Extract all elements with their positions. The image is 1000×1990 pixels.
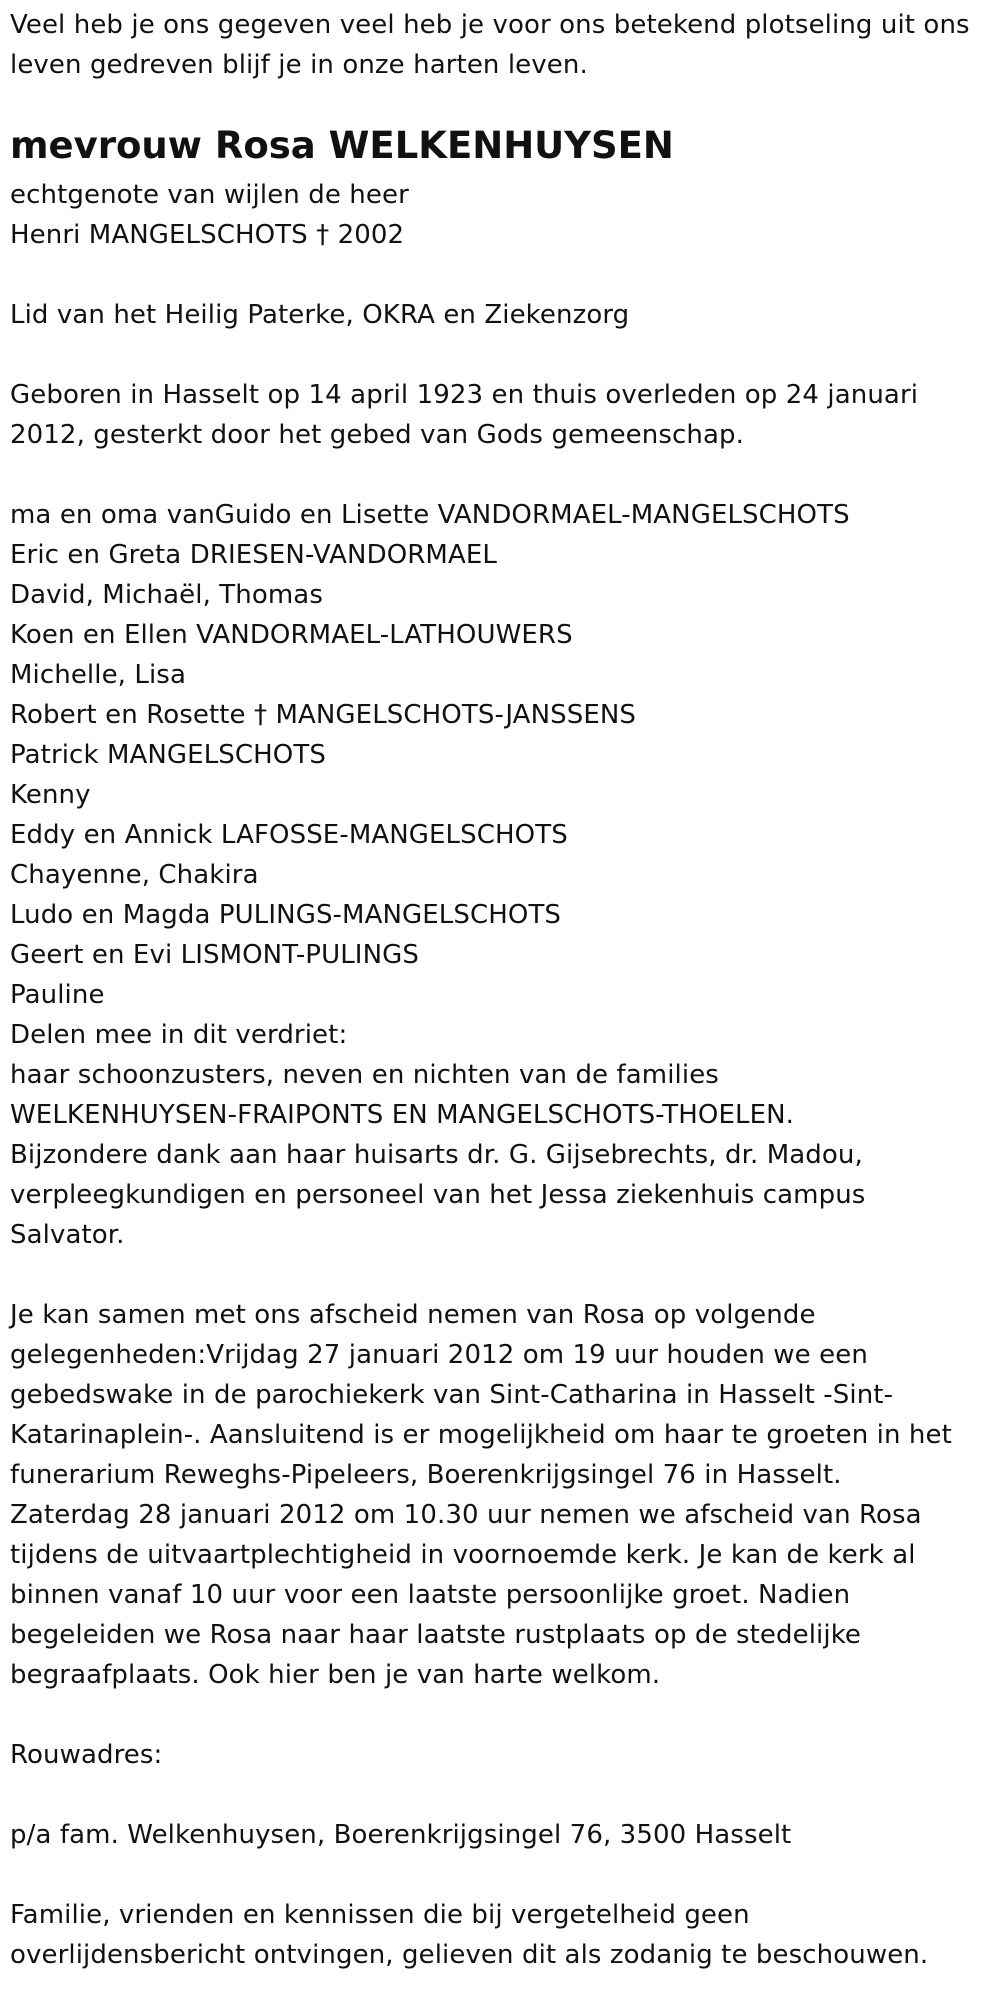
family-line: Salvator. [10,1220,125,1250]
closing-line: overlijdensbericht ontvingen, gelieven dit als zodanig te beschouwen. [10,1940,929,1970]
family-line: Bijzondere dank aan haar huisarts dr. G. Gijsebrechts, dr. Madou, [10,1140,863,1170]
family-line: Kenny [10,780,91,810]
ceremony-line: begeleiden we Rosa naar haar laatste rustplaats op de stedelijke [10,1620,862,1650]
ceremony-line: gelegenheden:Vrijdag 27 januari 2012 om 19 uur houden we een [10,1340,868,1370]
closing-line: Familie, vrienden en kennissen die bij vergetelheid geen [10,1900,750,1930]
intro-line: Veel heb je ons gegeven veel heb je voor ons betekend plotseling uit ons [10,10,970,40]
ceremony-line: Je kan samen met ons afscheid nemen van Rosa op volgende [10,1300,816,1330]
ceremony-line: begraafplaats. Ook hier ben je van harte welkom. [10,1660,661,1690]
birth-death-line: 2012, gesterkt door het gebed van Gods gemeenschap. [10,420,744,450]
membership-text: Lid van het Heilig Paterke, OKRA en Ziekenzorg [10,300,630,330]
family-line: Chayenne, Chakira [10,860,259,890]
ceremony-line: Zaterdag 28 januari 2012 om 10.30 uur nemen we afscheid van Rosa [10,1500,922,1530]
family-line: Michelle, Lisa [10,660,186,690]
family-line: Patrick MANGELSCHOTS [10,740,326,770]
family-line: ma en oma vanGuido en Lisette VANDORMAEL-MANGELSCHOTS [10,500,850,530]
ceremony-line: tijdens de uitvaartplechtigheid in voornoemde kerk. Je kan de kerk al [10,1540,916,1570]
birth-death-line: Geboren in Hasselt op 14 april 1923 en thuis overleden op 24 januari [10,380,919,410]
family-line: Pauline [10,980,105,1010]
family-line: verpleegkundigen en personeel van het Jessa ziekenhuis campus [10,1180,866,1210]
intro-line: leven gedreven blijf je in onze harten leven. [10,50,588,80]
family-line: Eric en Greta DRIESEN-VANDORMAEL [10,540,497,570]
ceremony-line: Katarinaplein-. Aansluitend is er mogelijkheid om haar te groeten in het [10,1420,952,1450]
spouse-line: Henri MANGELSCHOTS † 2002 [10,220,405,250]
family-line: Delen mee in dit verdriet: [10,1020,348,1050]
family-line: WELKENHUYSEN-FRAIPONTS EN MANGELSCHOTS-THOELEN. [10,1100,795,1130]
deceased-name: mevrouw Rosa WELKENHUYSEN [10,124,674,167]
family-line: Eddy en Annick LAFOSSE-MANGELSCHOTS [10,820,568,850]
ceremony-line: binnen vanaf 10 uur voor een laatste persoonlijke groet. Nadien [10,1580,851,1610]
ceremony-line: gebedswake in de parochiekerk van Sint-Catharina in Hasselt -Sint- [10,1380,894,1410]
family-line: Geert en Evi LISMONT-PULINGS [10,940,419,970]
family-line: Robert en Rosette † MANGELSCHOTS-JANSSENS [10,700,637,730]
family-line: David, Michaël, Thomas [10,580,323,610]
address-text: p/a fam. Welkenhuysen, Boerenkrijgsingel 76, 3500 Hasselt [10,1820,792,1850]
address-label: Rouwadres: [10,1740,163,1770]
ceremony-line: funerarium Reweghs-Pipeleers, Boerenkrijgsingel 76 in Hasselt. [10,1460,842,1490]
family-line: Ludo en Magda PULINGS-MANGELSCHOTS [10,900,562,930]
spouse-line: echtgenote van wijlen de heer [10,180,409,210]
family-line: Koen en Ellen VANDORMAEL-LATHOUWERS [10,620,573,650]
family-line: haar schoonzusters, neven en nichten van de families [10,1060,719,1090]
